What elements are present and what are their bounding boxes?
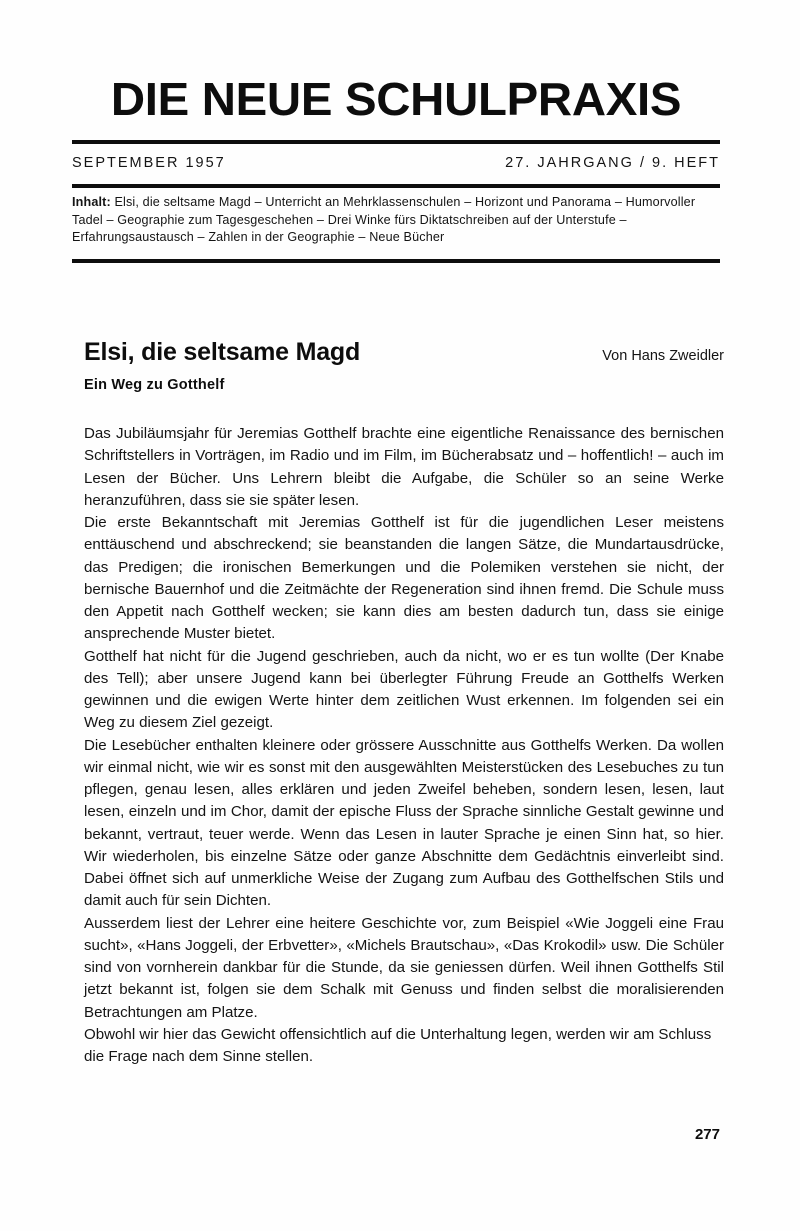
article-body (84, 423, 724, 1068)
article-author: Von Hans Zweidler (602, 348, 724, 364)
page-number: 277 (694, 1126, 720, 1143)
article-paragraph: Ausserdem liest der Lehrer eine heitere Geschichte vor, zum Beispiel «Wie Joggeli eine Frau sucht», «Hans Joggeli, der Erbvetter», «Michels Brautschau», «Das Krokodil» usw. Die Schüler sind von vornherein dankbar für die Stunde, da sie geniessen dürfen. Weil ihnen Gotthelfs Stil jetzt bekannt ist, folgen sie dem Schalk mit Genuss und finden selbst die moralisierenden Betrachtungen am Platze. (84, 914, 724, 1021)
article-paragraph: Die Lesebücher enthalten kleinere oder grössere Ausschnitte aus Gotthelfs Werken. Da wollen wir einmal nicht, wie wir es sonst mit den ausgewählten Meisterstücken des Lesebuches zu tun pflegen, genau lesen, alles erklären und jeden Zweifel beheben, sondern lesen, lesen, laut lesen, einzeln und im Chor, damit der epische Fluss der Sprache sinnliche Gestalt gewinne und bekannt, vertraut, teuer werde. Wenn das Lesen in lauter Sprache je einen Sinn hat, so hier. Wir wiederholen, bis einzelne Sätze oder ganze Abschnitte dem Gedächtnis einverleibt sind. Dabei öffnet sich auf unmerkliche Weise der Zugang zum Aufbau des Gotthelfschen Stils und damit auch für sein Dichten. (84, 736, 724, 910)
issue-volume: 27. JAHRGANG / 9. HEFT (505, 155, 720, 171)
header-rule-middle (72, 184, 720, 188)
issue-line (72, 155, 720, 172)
contents-line (72, 194, 724, 247)
contents-label: Inhalt: (72, 195, 111, 209)
article-paragraph: Die erste Bekanntschaft mit Jeremias Gotthelf ist für die jugendlichen Leser meistens enttäuschend und abschreckend; sie beanstanden die langen Sätze, die Mundartausdrücke, das Predigen; die ironischen Bemerkungen und die Polemiken verstehen sie nicht, der bernische Bauernhof und die Zeitmächte der Regeneration sind ihnen fremd. Die Schule muss den Appetit nach Gotthelf wecken; sie kann dies am besten dadurch tun, dass sie einige ansprechende Muster bietet. (84, 514, 724, 643)
article-paragraph: Obwohl wir hier das Gewicht offensichtlich auf die Unterhaltung legen, werden wir am Schluss die Frage nach dem Sinne stellen. (84, 1025, 712, 1065)
article-paragraph: Gotthelf hat nicht für die Jugend geschrieben, auch da nicht, wo er es tun wollte (Der Knabe des Tell); aber unsere Jugend kann bei überlegter Führung Freude an Gotthelfs Werken gewinnen und die ewigen Werte hinter dem zeitlichen Wust erkennen. Im folgenden sei ein Weg zu diesem Ziel gezeigt. (84, 647, 724, 732)
article-title: Elsi, die seltsame Magd (84, 338, 361, 366)
issue-date: SEPTEMBER 1957 (72, 155, 226, 171)
header-rule-bottom (72, 259, 720, 263)
header-rule-top (72, 140, 720, 144)
article-paragraph: Das Jubiläumsjahr für Jeremias Gotthelf brachte eine eigentliche Renaissance des bernischen Schriftstellers in Vorträgen, im Radio und im Film, im Bücherabsatz und – hoffentlich! – auch im Lesen der Bücher. Uns Lehrern bleibt die Aufgabe, die Schüler so an seine Werke heranzuführen, dass sie sie später lesen. (84, 425, 724, 509)
masthead-title: DIE NEUE SCHULPRAXIS (110, 73, 682, 125)
article-subtitle: Ein Weg zu Gotthelf (84, 377, 225, 393)
article-header (84, 338, 724, 367)
contents-text: Elsi, die seltsame Magd – Unterricht an Mehrklassenschulen – Horizont und Panorama – Humorvoller Tadel – Geographie zum Tagesgeschehen – Drei Winke fürs Diktatschreiben auf der Unterstufe – Erfahrungsaustausch – Zahlen in der Geographie – Neue Bücher (72, 195, 696, 245)
